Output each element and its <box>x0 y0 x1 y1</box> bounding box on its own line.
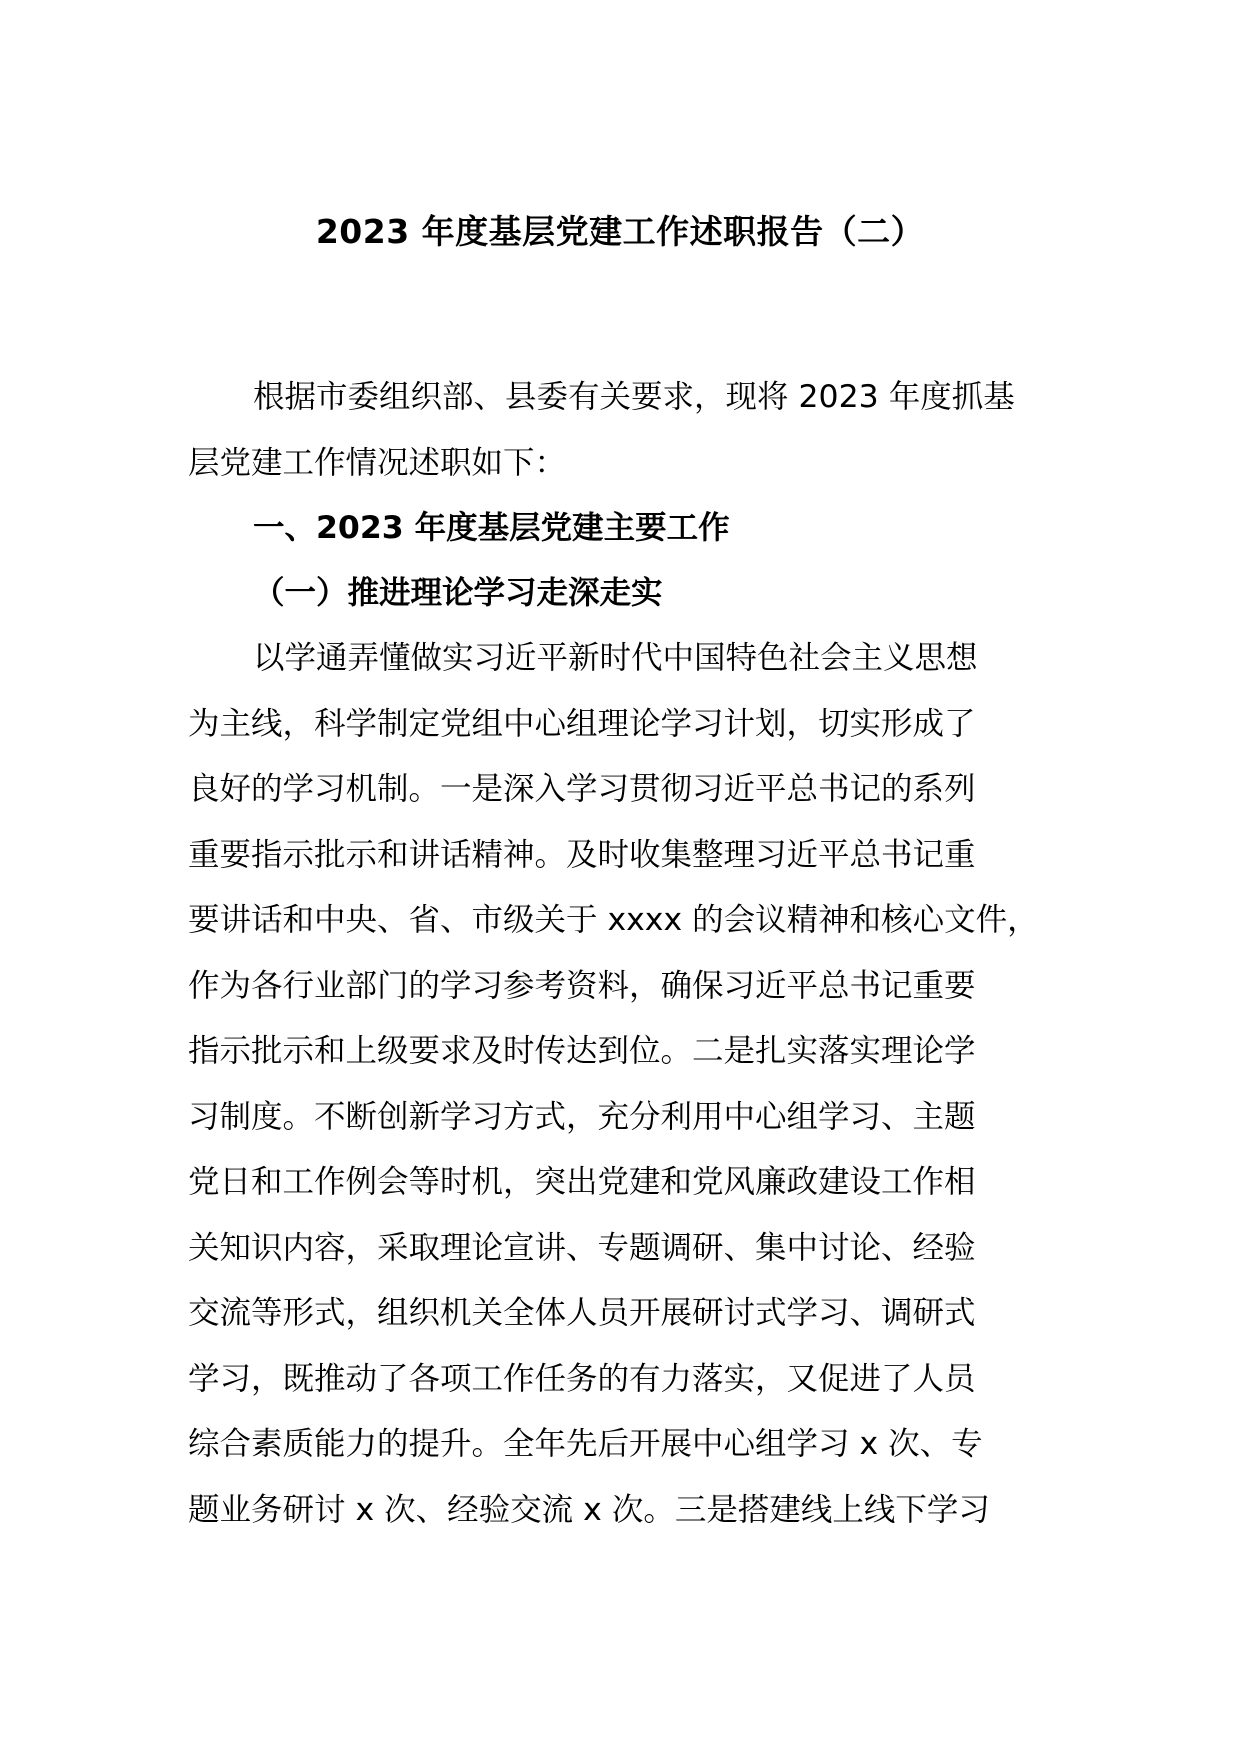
paragraph-line: 重要指示批示和讲话精神。及时收集整理习近平总书记重 <box>188 836 976 873</box>
paragraph-line: 作为各行业部门的学习参考资料，确保习近平总书记重要 <box>188 967 976 1004</box>
intro-line: 层党建工作情况述职如下： <box>188 444 567 481</box>
body-paragraph <box>188 626 1088 1543</box>
paragraph-line: 题业务研讨 x 次、经验交流 x 次。三是搭建线上线下学习 <box>188 1491 990 1528</box>
paragraph-line: 为主线，科学制定党组中心组理论学习计划，切实形成了 <box>188 705 976 742</box>
section-heading: 一、2023 年度基层党建主要工作 <box>253 510 730 546</box>
intro-line: 根据市委组织部、县委有关要求，现将 2023 年度抓基 <box>253 379 1015 415</box>
paragraph-line: 党日和工作例会等时机，突出党建和党风廉政建设工作相 <box>188 1164 976 1200</box>
paragraph-line: 综合素质能力的提升。全年先后开展中心组学习 x 次、专 <box>188 1426 983 1462</box>
paragraph-line: 要讲话和中央、省、市级关于 xxxx 的会议精神和核心文件， <box>188 902 1039 938</box>
paragraph-line: 习制度。不断创新学习方式，充分利用中心组学习、主题 <box>188 1098 976 1135</box>
document-title: 2023 年度基层党建工作述职报告（二） <box>315 212 925 251</box>
intro-paragraph <box>188 365 1088 496</box>
subsection-heading: （一）推进理论学习走深走实 <box>253 575 663 611</box>
paragraph-line: 交流等形式，组织机关全体人员开展研讨式学习、调研式 <box>188 1295 976 1331</box>
paragraph-line: 学习，既推动了各项工作任务的有力落实，又促进了人员 <box>188 1360 976 1397</box>
paragraph-line: 指示批示和上级要求及时传达到位。二是扎实落实理论学 <box>188 1033 976 1069</box>
paragraph-line: 关知识内容，采取理论宣讲、专题调研、集中讨论、经验 <box>188 1229 976 1266</box>
paragraph-line: 以学通弄懂做实习近平新时代中国特色社会主义思想 <box>253 640 978 676</box>
paragraph-line: 良好的学习机制。一是深入学习贯彻习近平总书记的系列 <box>188 771 976 807</box>
